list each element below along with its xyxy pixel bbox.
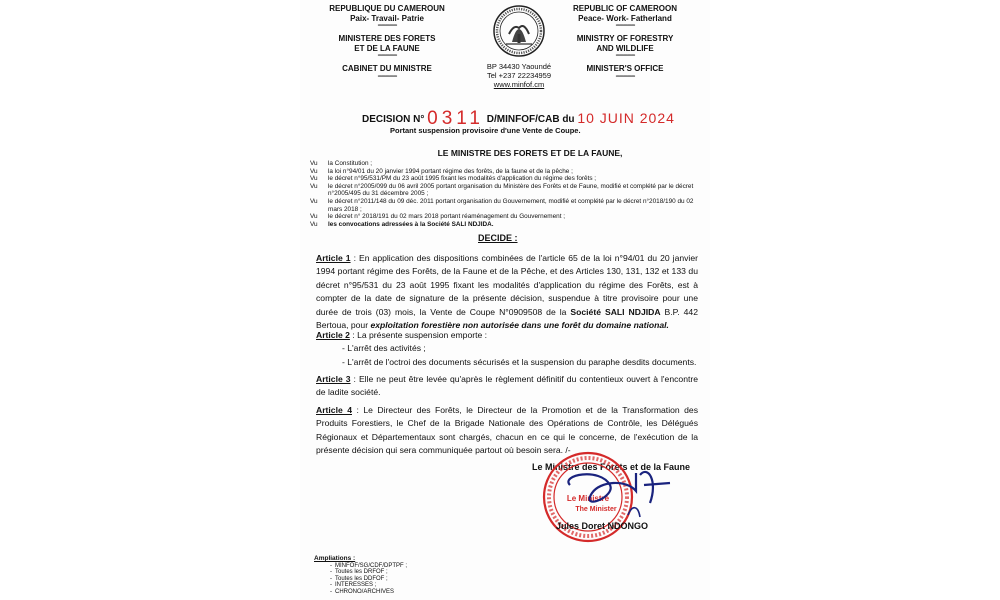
- minister-heading: LE MINISTRE DES FORETS ET DE LA FAUNE,: [437, 148, 623, 158]
- article-3: Article 3 : Elle ne peut être levée qu'après le règlement définitif du contentieux ouvert à l'encontre de ladite société.: [316, 374, 699, 398]
- header-office-fr: CABINET DU MINISTRE: [342, 64, 432, 73]
- header-left-fr: [312, 4, 462, 80]
- decision-date: 10 JUIN 2024: [577, 110, 675, 126]
- list-item: - INTERESSES ;: [330, 582, 434, 589]
- header-motto-en: Peace- Work- Fatherland: [578, 13, 672, 23]
- list-item: - L'arrêt des activités ;: [342, 343, 426, 354]
- list-item: - L'arrêt de l'octroi des documents sécurisés et la suspension du paraphe desdits documents.: [342, 356, 697, 367]
- list-item: - Toutes les DDFOF ;: [330, 576, 434, 583]
- article-4-label: Article 4: [316, 405, 352, 415]
- header-ministry-en-2: AND WILDLIFE: [596, 43, 654, 53]
- list-item: Vu le décret n°95/531/PM du 23 août 1995 fixant les modalités d'application du régime des forêts ;: [310, 175, 597, 183]
- list-item: Vu les convocations adressées à la Société SALI NDJIDA.: [310, 220, 494, 228]
- company-name: Société SALI NDJIDA: [570, 306, 661, 317]
- header-dash: --------------: [377, 52, 397, 59]
- decision-title: [362, 106, 682, 128]
- header-phone: Tel +237 22234959: [486, 71, 552, 80]
- ampliations: [314, 556, 434, 596]
- header-republic-en: REPUBLIC OF CAMEROON: [573, 4, 677, 13]
- header-republic-fr: REPUBLIQUE DU CAMEROUN: [329, 4, 445, 13]
- list-item: - MINFOF/SG/CDF/DPTPF ;: [330, 563, 434, 570]
- decision-reference: D/MINFOF/CAB du: [486, 114, 575, 125]
- header-dash: --------------: [377, 72, 397, 80]
- article-1: Article 1 : En application des dispositions combinées de l'article 65 de la loi n°94/01 du 20 janvier 1994 portant régime des Forêts, de la Faune et de la Pêche, et des Articles 130, 131, 132 et 133 du décret n°95/531 du 23 août 1995 fixant les modalités d'application du régime des Forêts, est à compter de la date de signature de la présente décision, suspendue à titre provisoire pour une durée de trois (03) mois, la Vente de Coupe N°0909508 de la Société SALI NDJIDA B.P. 442 Bertoua, pour exploitation forestière non autorisée dans une forêt du domaine national.: [316, 253, 698, 331]
- list-item: - CHRONO/ARCHIVES: [330, 589, 434, 596]
- header-dash: --------------: [615, 72, 635, 80]
- list-item: - Toutes les DRFOF ;: [330, 569, 434, 576]
- header-ministry-fr-2: ET DE LA FAUNE: [354, 43, 420, 53]
- decision-document: [300, 0, 710, 600]
- decision-prefix: DECISION N°: [362, 114, 425, 125]
- list-item: Vu le décret n°2005/099 du 06 avril 2005 portant organisation du Ministère des Forêts et de Faune, modifié et complété par le décret n°2005/495 du 31 décembre 2005 ;: [310, 182, 694, 198]
- header-website[interactable]: www.minfof.cm: [493, 80, 545, 89]
- header-dash: --------------: [615, 52, 635, 59]
- list-item: Vu la Constitution ;: [310, 160, 373, 167]
- decide-heading: DECIDE :: [478, 233, 518, 243]
- decision-subtitle: Portant suspension provisoire d'une Vente de Coupe.: [390, 126, 581, 135]
- list-item: Vu le décret n° 2018/191 du 02 mars 2018 portant réaménagement du Gouvernement ;: [310, 213, 566, 221]
- header-right-en: [550, 4, 700, 80]
- ampliations-heading: Ampliations :: [314, 555, 356, 562]
- header-ministry-en-1: MINISTRY OF FORESTRY: [576, 34, 674, 43]
- header-po-box: BP 34430 Yaoundé: [486, 62, 552, 71]
- ministry-seal-icon: [492, 4, 546, 58]
- article-2: Article 2 : La présente suspension emporte : - L'arrêt des activités ; - L'arrêt de l'octroi des documents sécurisés et la suspension du paraphe desdits documents.: [316, 329, 698, 369]
- decision-number: 0311: [427, 108, 484, 129]
- article-1-label: Article 1: [316, 253, 351, 263]
- list-item: Vu le décret n°2011/148 du 09 déc. 2011 portant organisation du Gouvernement, modifié et complété par le décret n°2018/190 du 02 mars 2018 ;: [310, 197, 694, 213]
- signatory-name: Jules Doret NDONGO: [556, 521, 649, 531]
- stamp-text-en: The Minister: [575, 506, 617, 513]
- ampliations-list: [314, 563, 434, 596]
- header-office-en: MINISTER'S OFFICE: [586, 64, 664, 73]
- official-stamp-icon: [540, 445, 690, 555]
- header-dash: --------------: [377, 22, 397, 29]
- article-4: Article 4 : Le Directeur des Forêts, le Directeur de la Promotion et de la Transformation des Produits Forestiers, le Chef de la Brigade Nationale des Opérations de Contrôle, les Délégués Régionaux et Départementaux sont chargés, chacun en ce qui le concerne, de l'exécution de la présente décision qui sera communiquée partout où besoin sera. /-: [316, 405, 698, 456]
- vu-list: [310, 160, 702, 228]
- stamp-text-fr: Le Ministre: [566, 494, 610, 503]
- header-ministry-fr-1: MINISTERE DES FORETS: [338, 34, 436, 43]
- suspension-reason: exploitation forestière non autorisée dans une forêt du domaine national.: [370, 320, 669, 331]
- header-motto-fr: Paix- Travail- Patrie: [350, 13, 424, 23]
- header-dash: --------------: [615, 22, 635, 29]
- article-3-label: Article 3: [316, 374, 351, 384]
- article-2-label: Article 2: [316, 330, 350, 340]
- signatory-title: Le Ministre des Forêts et de la Faune: [532, 462, 691, 472]
- list-item: Vu la loi n°94/01 du 20 janvier 1994 portant régime des forêts, de la faune et de la pêche ;: [310, 167, 573, 175]
- header-center: [478, 4, 560, 89]
